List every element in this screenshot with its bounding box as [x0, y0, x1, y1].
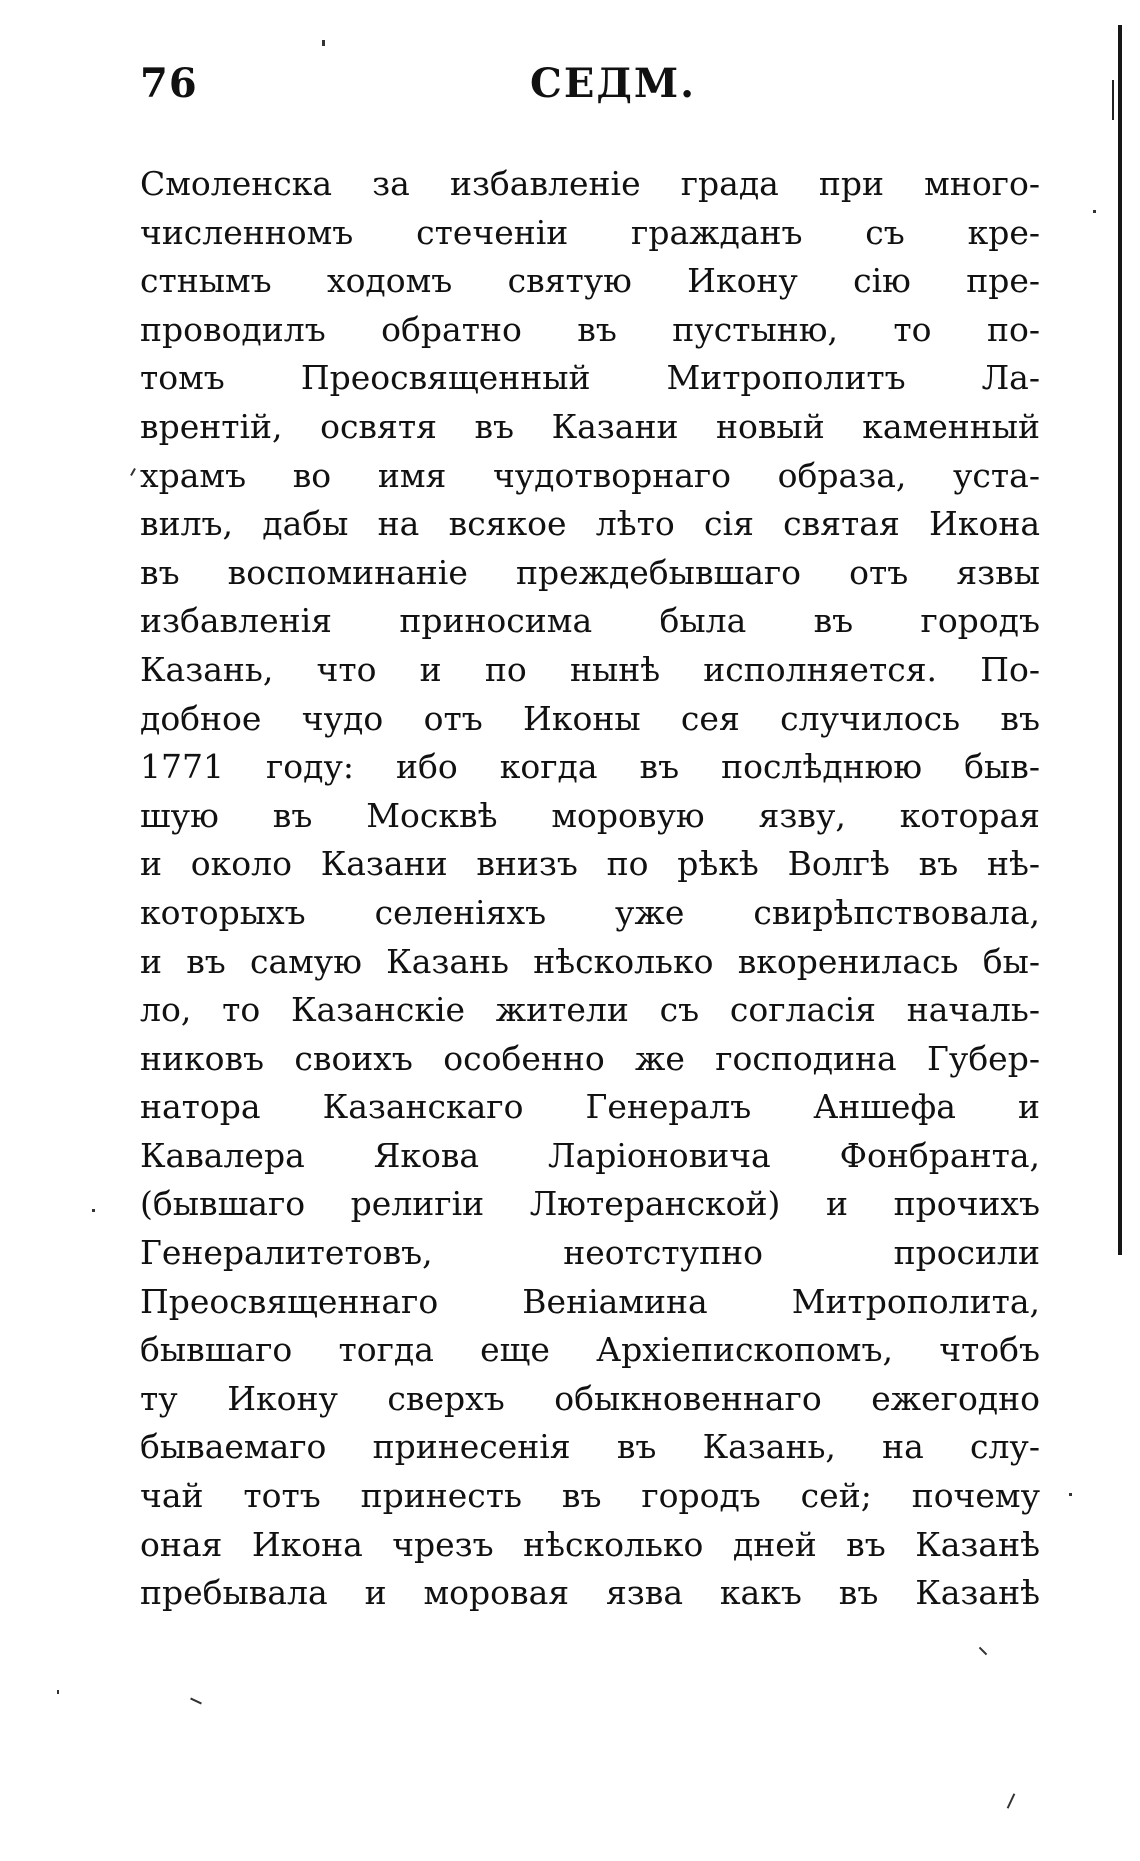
page-header	[140, 60, 1070, 120]
text-line: Казань, что и по нынѣ исполняется. По-	[140, 649, 1040, 689]
text-line: храмъ во имя чудотворнаго образа, уста-	[140, 455, 1040, 495]
scan-speck	[130, 468, 136, 476]
scan-speck	[57, 1690, 59, 1694]
text-line: ло, то Казанскіе жители съ согласія началь-	[140, 990, 1040, 1030]
text-line: Смоленска за избавленіе града при много-	[140, 164, 1040, 203]
text-line: врентій, освятя въ Казани новый каменный	[140, 406, 1040, 446]
text-line: Генералитетовъ, неотступно просили	[140, 1233, 1040, 1273]
text-line: никовъ своихъ особенно же господина Губер-	[140, 1038, 1040, 1078]
text-line: которыхъ селеніяхъ уже свирѣпствовала,	[140, 892, 1040, 932]
scan-speck	[190, 1698, 202, 1705]
text-line: ту Икону сверхъ обыкновеннаго ежегодно	[140, 1378, 1040, 1418]
text-line: добное чудо отъ Иконы сея случилось въ	[140, 698, 1040, 738]
text-line: натора Казанскаго Генералъ Аншефа и	[140, 1087, 1040, 1127]
text-line: 1771 году: ибо когда въ послѣднюю быв-	[140, 747, 1040, 787]
text-line: бываемаго принесенія въ Казань, на слу-	[140, 1427, 1040, 1467]
text-line: въ воспоминаніе преждебывшаго отъ язвы	[140, 552, 1040, 592]
text-line: оная Икона чрезъ нѣсколько дней въ Казанѣ	[140, 1524, 1040, 1564]
scan-speck	[92, 1209, 95, 1212]
text-line: Кавалера Якова Ларіоновича Фонбранта,	[140, 1135, 1040, 1175]
text-line: и въ самую Казань нѣсколько вкоренилась бы-	[140, 941, 1040, 981]
text-line: численномъ стеченіи гражданъ съ кре-	[140, 212, 1040, 252]
text-line: (бывшаго религіи Лютеранской) и прочихъ	[140, 1184, 1040, 1224]
text-line: проводилъ обратно въ пустыню, то по-	[140, 309, 1040, 349]
scan-speck	[1093, 210, 1096, 213]
text-line: и около Казани внизъ по рѣкѣ Волгѣ въ нѣ-	[140, 844, 1040, 884]
scan-speck	[322, 40, 325, 46]
text-line: избавленія приносима была въ городъ	[140, 601, 1040, 641]
text-line: вилъ, дабы на всякое лѣто сія святая Икона	[140, 504, 1040, 544]
scan-speck	[1007, 1793, 1016, 1808]
text-line: пребывала и моровая язва какъ въ Казанѣ	[140, 1573, 1040, 1613]
text-line: шую въ Москвѣ моровую язву, которая	[140, 795, 1040, 835]
text-line: чай тотъ принесть въ городъ сей; почему	[140, 1476, 1040, 1516]
page-number: 76	[140, 60, 198, 107]
text-line: бывшаго тогда еще Архіепископомъ, чтобъ	[140, 1330, 1040, 1370]
scan-speck	[979, 1647, 987, 1655]
body-text	[140, 160, 1040, 1618]
running-head: СЕДМ.	[530, 60, 697, 107]
scan-speck	[1069, 1493, 1072, 1496]
text-line: Преосвященнаго Веніамина Митрополита,	[140, 1281, 1040, 1321]
page-edge-line	[1118, 25, 1122, 1255]
page-edge-mark	[1112, 80, 1114, 120]
text-line: томъ Преосвященный Митрополитъ Ла-	[140, 358, 1040, 398]
text-line: стнымъ ходомъ святую Икону сію пре-	[140, 261, 1040, 301]
